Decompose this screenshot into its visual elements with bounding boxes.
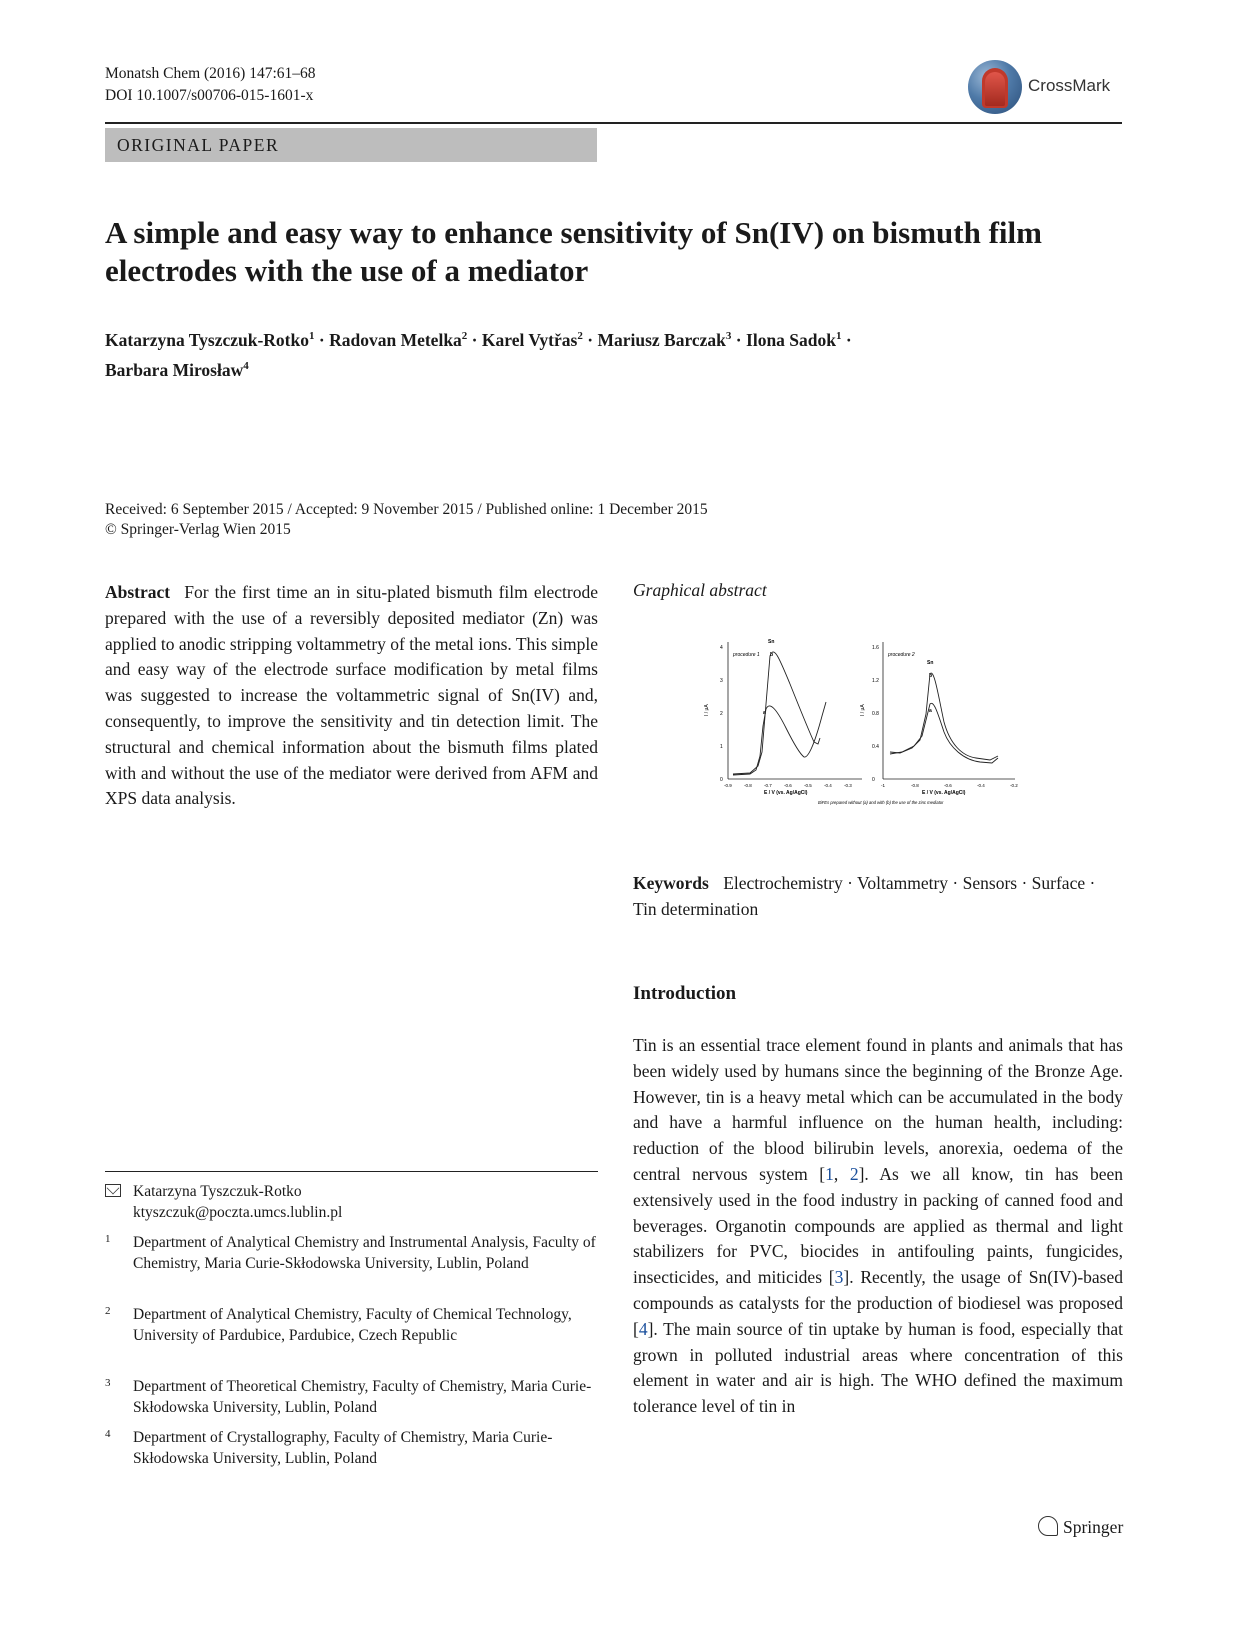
footnote-rule [105, 1171, 598, 1172]
doi: DOI 10.1007/s00706-015-1601-x [105, 87, 314, 104]
keywords [633, 870, 1123, 922]
figure-caption: BiFEs prepared without (a) and with (b) the use of the zinc mediator [818, 800, 944, 805]
curve-b [890, 673, 998, 760]
publisher-logo [1038, 1516, 1123, 1538]
y-tick-label: 0.8 [872, 711, 879, 717]
header-rule [105, 122, 1122, 124]
y-tick-label: 0 [872, 777, 875, 783]
affiliation-text: Department of Crystallography, Faculty of Chemistry, Maria Curie-Skłodowska University, Lublin, Poland [133, 1429, 553, 1467]
text-run: Tin is an essential trace element found in plants and animals that has been widely used by humans since the beginning of the Bronze Age. However, tin is a heavy metal which can be accumulated in the body and have a harmful influence on the human health, including: reduction of the blood bilirubin levels, anorexia, oedema of the central nervous system [ [633, 1035, 1123, 1184]
author-affiliation-mark: 1 [836, 330, 842, 342]
peak-label: Sn [927, 660, 934, 666]
corresponding-author-email[interactable]: ktyszczuk@poczta.umcs.lublin.pl [133, 1203, 343, 1221]
curve-a [890, 703, 998, 763]
x-tick-label: -0.4 [824, 783, 832, 788]
y-axis-label: I / µA [704, 704, 710, 716]
curve-label-a: a [763, 710, 766, 716]
x-tick-label: -0.6 [784, 783, 792, 788]
affiliation [105, 1428, 598, 1469]
y-tick-label: 3 [720, 678, 723, 684]
crossmark-icon [968, 60, 1022, 114]
history-dates: Received: 6 September 2015 / Accepted: 9 November 2015 / Published online: 1 December 2015 [105, 501, 708, 518]
envelope-icon [105, 1184, 121, 1197]
affiliation-number: 4 [105, 1428, 111, 1440]
panel-label: procedure 2 [888, 652, 915, 658]
y-tick-label: 4 [720, 645, 723, 651]
curve-label-b: b [929, 673, 933, 679]
author-affiliation-mark: 3 [725, 330, 732, 342]
x-tick-label: -0.8 [911, 783, 919, 788]
author-affiliation-mark: 2 [577, 330, 583, 342]
affiliation-text: Department of Analytical Chemistry and Instrumental Analysis, Faculty of Chemistry, Maria Curie-Skłodowska University, Lublin, Poland [133, 1234, 596, 1272]
publication-dates [105, 500, 905, 540]
keywords-label: Keywords [633, 873, 709, 893]
author-name[interactable]: Mariusz Barczak [597, 329, 726, 350]
author-affiliation-mark: 2 [461, 330, 468, 342]
x-tick-label: -0.7 [764, 783, 772, 788]
journal-citation: Monatsh Chem (2016) 147:61–68 [105, 65, 316, 82]
affiliation-number: 1 [105, 1233, 111, 1245]
author-affiliation-mark: 1 [309, 330, 315, 342]
corresponding-author-name: Katarzyna Tyszczuk-Rotko [133, 1183, 302, 1200]
panel-label: procedure 1 [733, 652, 760, 658]
springer-horse-icon [1038, 1516, 1058, 1536]
reference-link[interactable]: 4 [638, 1318, 648, 1339]
panel-procedure-1 [704, 639, 862, 796]
curve-label-a: a [929, 708, 932, 714]
author-name[interactable]: Katarzyna Tyszczuk-Rotko [105, 329, 309, 350]
keywords-text: Electrochemistry · Voltammetry · Sensors · Surface · Tin determination [633, 873, 1096, 919]
y-tick-label: 1 [720, 744, 723, 750]
x-tick-label: -0.8 [744, 783, 752, 788]
affiliation [105, 1377, 598, 1418]
text-run: ]. The main source of tin uptake by human is food, especially that grown in polluted industrial areas where concentration of this element in water and air is high. The WHO defined the maximum tolerance level of tin in [633, 1318, 1123, 1417]
section-heading: Introduction [633, 983, 737, 1004]
x-tick-label: -0.6 [944, 783, 952, 788]
x-tick-label: -0.2 [1010, 783, 1018, 788]
corresponding-author [105, 1182, 598, 1223]
curve-label-b: b [770, 652, 774, 658]
author-name[interactable]: Barbara Mirosław [105, 359, 244, 380]
y-axis-label: I / µA [860, 704, 866, 716]
author-list: Katarzyna Tyszczuk-Rotko$^1$ · Radovan Metelka$^2$ · Karel Vytřas$^2$ · Mariusz Barczak$^3$ · Ilona Sadok$^1$ · Barbara Mirosław$^4$ [105, 329, 852, 380]
graphical-abstract-label: Graphical abstract [633, 580, 767, 600]
text-run: , [833, 1163, 850, 1184]
text-run: ]. As we all know, tin has been extensively used in the food industry in packing of canned food and beverages. Organotin compounds are applied as thermal and light stabilizers for PVC, biocides in antifouling paints, fungicides, insecticides, and miticides [ [633, 1163, 1124, 1288]
abstract-label: Abstract [105, 582, 171, 602]
affiliation-number: 2 [105, 1305, 111, 1317]
reference-link[interactable]: 2 [849, 1163, 859, 1184]
author-affiliation-mark: 4 [243, 359, 249, 372]
author-name[interactable]: Radovan Metelka [329, 329, 462, 350]
author-name[interactable]: Karel Vytřas [481, 329, 578, 350]
x-axis-label: E / V (vs. Ag/AgCl) [764, 790, 808, 796]
text-run: ]. Recently, the usage of Sn(IV)-based compounds as catalysts for the production of biodiesel was proposed [ [633, 1267, 1124, 1339]
introduction-paragraph [633, 1033, 1123, 1420]
y-tick-label: 2 [720, 711, 723, 717]
y-tick-label: 0 [720, 777, 723, 783]
crossmark-badge[interactable] [968, 58, 1118, 120]
article-title: A simple and easy way to enhance sensitivity of Sn(IV) on bismuth film electrodes with the use of a mediator [105, 215, 1042, 288]
x-tick-label: -0.3 [844, 783, 852, 788]
peak-label: Sn [768, 639, 775, 645]
panel-procedure-2 [860, 642, 1018, 796]
affiliation-text: Department of Analytical Chemistry, Faculty of Chemical Technology, University of Pardubice, Pardubice, Czech Republic [133, 1306, 572, 1344]
crossmark-label: CrossMark [1028, 76, 1111, 95]
graphical-abstract-figure [700, 634, 1055, 819]
affiliation-number: 3 [105, 1377, 111, 1389]
x-tick-label: -1 [881, 783, 886, 788]
reference-link[interactable]: 1 [825, 1163, 834, 1184]
y-tick-label: 0.4 [872, 744, 879, 750]
affiliation [105, 1305, 598, 1346]
y-tick-label: 1.2 [872, 678, 879, 684]
x-tick-label: -0.4 [977, 783, 985, 788]
author-name[interactable]: Ilona Sadok [746, 329, 836, 350]
publisher-name: Springer [1063, 1517, 1124, 1537]
x-tick-label: -0.9 [724, 783, 732, 788]
affiliation-text: Department of Theoretical Chemistry, Faculty of Chemistry, Maria Curie-Skłodowska University, Lublin, Poland [133, 1378, 592, 1416]
copyright: © Springer-Verlag Wien 2015 [105, 521, 291, 538]
affiliation [105, 1233, 598, 1274]
paper-type-banner: ORIGINAL PAPER [105, 128, 597, 162]
x-axis-label: E / V (vs. Ag/AgCl) [922, 790, 966, 796]
abstract [105, 580, 598, 812]
y-tick-label: 1.6 [872, 645, 879, 651]
abstract-text: For the first time an in situ-plated bismuth film electrode prepared with the use of a reversibly deposited mediator (Zn) was applied to anodic stripping voltammetry of the metal ions. This simple and easy way of the electrode surface modification by metal films was suggested to increase the voltammetric signal of Sn(IV) and, consequently, to improve the sensitivity and tin detection limit. The structural and chemical information about the bismuth films plated with and without the use of the mediator were derived from AFM and XPS data analysis. [105, 582, 598, 809]
reference-link[interactable]: 3 [834, 1267, 844, 1288]
x-tick-label: -0.5 [804, 783, 812, 788]
